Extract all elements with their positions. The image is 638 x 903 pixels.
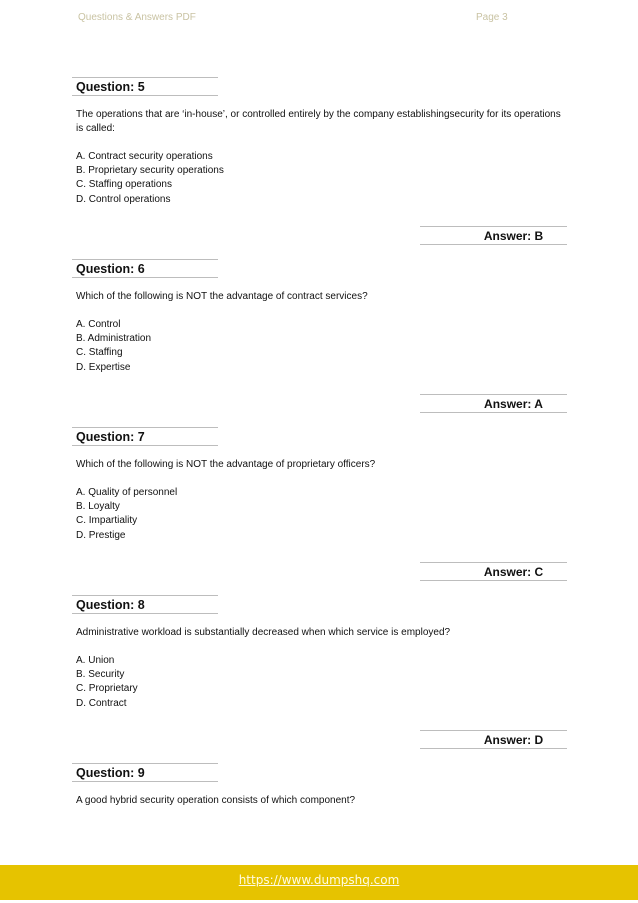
option: A. Union: [76, 655, 115, 666]
option: B. Security: [76, 669, 125, 681]
question-block: [72, 427, 572, 543]
question-text: Which of the following is NOT the advantage of proprietary officers?: [76, 459, 376, 470]
question-label: Question: 9: [72, 763, 218, 782]
answer-label: Answer: A: [420, 394, 567, 413]
options-list: [72, 486, 572, 543]
question-text: Which of the following is NOT the advantage of contract services?: [76, 291, 368, 302]
question-text: Administrative workload is substantially decreased when which service is employed?: [76, 627, 451, 638]
option: D. Contract: [76, 697, 127, 709]
answer-label: Answer: B: [420, 226, 567, 245]
option: C. Proprietary: [76, 683, 138, 695]
question-text: A good hybrid security operation consists of which component?: [76, 795, 356, 806]
question-block: [72, 763, 572, 808]
answer-label: Answer: D: [420, 730, 567, 749]
option: D. Prestige: [76, 529, 126, 541]
option: A. Contract security operations: [76, 151, 213, 162]
option: A. Control: [76, 319, 121, 330]
option: B. Proprietary security operations: [76, 165, 224, 177]
option: A. Quality of personnel: [76, 487, 178, 498]
options-list: [72, 318, 572, 375]
footer-bar: [0, 865, 638, 900]
option: C. Staffing operations: [76, 179, 172, 191]
website-link[interactable]: https://www.dumpshq.com: [238, 873, 400, 887]
option: D. Expertise: [76, 361, 131, 373]
option: C. Impartiality: [76, 515, 138, 527]
page-number: Page 3: [476, 12, 508, 23]
question-block: [72, 77, 572, 207]
option: D. Control operations: [76, 193, 171, 205]
question-label: Question: 7: [72, 427, 218, 446]
question-text: The operations that are ‘in-house’, or controlled entirely by the company establishingsecurity for its operations is called:: [76, 109, 561, 134]
question-block: [72, 259, 572, 375]
options-list: [72, 150, 572, 207]
question-label: Question: 6: [72, 259, 218, 278]
question-block: [72, 595, 572, 711]
option: B. Loyalty: [76, 501, 120, 513]
question-label: Question: 5: [72, 77, 218, 96]
answer-label: Answer: C: [420, 562, 567, 581]
header-title: Questions & Answers PDF: [78, 12, 196, 23]
question-label: Question: 8: [72, 595, 218, 614]
option: C. Staffing: [76, 347, 123, 359]
option: B. Administration: [76, 333, 152, 345]
options-list: [72, 654, 572, 711]
